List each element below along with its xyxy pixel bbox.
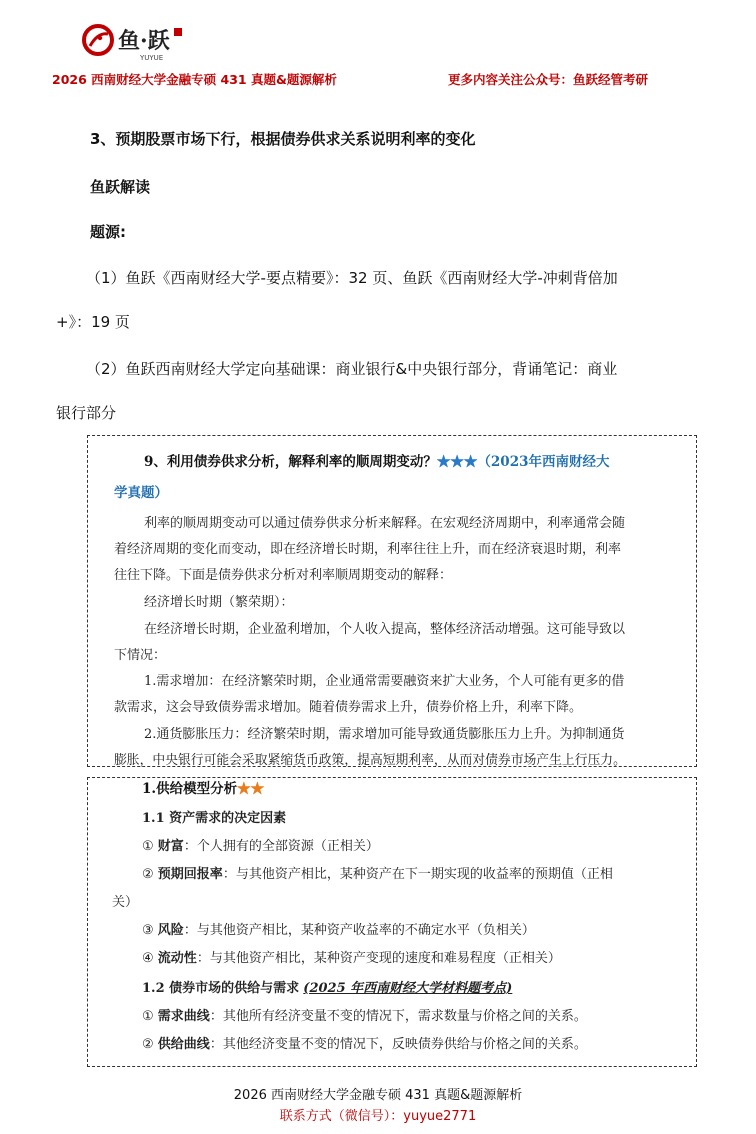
box2-item <box>142 863 613 882</box>
interpret-heading: 鱼跃解读 <box>90 178 151 196</box>
item-term: 流动性 <box>157 951 197 966</box>
box2-subheading-2: 1.2 债券市场的供给与需求 <box>142 981 300 996</box>
item-term: 需求曲线 <box>157 1009 210 1024</box>
item-text: ：其他经济变量不变的情况下，反映债券供给与价格之间的关系。 <box>209 1037 587 1052</box>
box2-item <box>142 947 561 966</box>
item-term: 供给曲线 <box>157 1037 210 1052</box>
box2-item <box>142 1033 587 1052</box>
box1-line: 经济增长时期（繁荣期）： <box>144 595 294 610</box>
header-right-title: 更多内容关注公众号：鱼跃经管考研 <box>448 72 649 87</box>
box1-line: 利率的顺周期变动可以通过债券供求分析来解释。在宏观经济周期中，利率通常会随 <box>144 516 626 531</box>
footer-contact: 联系方式（微信号）：yuyue2771 <box>279 1109 477 1124</box>
box2-heading-line <box>142 777 264 797</box>
box1-title: 9、利用债券供求分析，解释利率的顺周期变动？ <box>144 454 437 470</box>
source-2-line-2: 银行部分 <box>56 404 117 422</box>
item-term: 预期回报率 <box>157 867 223 882</box>
box1-stars: ★★★ <box>436 454 478 470</box>
box2-item <box>142 835 379 854</box>
logo-subtext: YUYUE <box>140 54 164 62</box>
box2-stars: ★★ <box>237 781 265 797</box>
item-text: ：其他所有经济变量不变的情况下，需求数量与价格之间的关系。 <box>209 1009 587 1024</box>
box1-line: 1.需求增加：在经济繁荣时期，企业通常需要融资来扩大业务，个人可能有更多的借 <box>144 674 625 689</box>
item-text: ：与其他资产相比，某种资产在下一期实现的收益率的预期值（正相 <box>222 867 613 882</box>
box2-item-continuation: 关） <box>112 895 139 910</box>
box2-subheading-1: 1.1 资产需求的决定因素 <box>142 811 287 826</box>
box1-title-line <box>144 450 609 470</box>
box1-line: 着经济周期的变化而变动，即在经济增长时期，利率往往上升，而在经济衰退时期，利率 <box>114 542 622 557</box>
item-number: ② <box>142 867 154 882</box>
box2-item <box>142 919 535 938</box>
item-number: ③ <box>142 923 154 938</box>
item-text: ：与其他资产相比，某种资产变现的速度和难易程度（正相关） <box>196 951 561 966</box>
box1-line: 款需求，这会导致债券需求增加。随着债券需求上升，债券价格上升，利率下降。 <box>114 700 583 715</box>
source-2-line-1: （2）鱼跃西南财经大学定向基础课：商业银行&中央银行部分，背诵笔记：商业 <box>86 360 618 378</box>
box1-line: 往往下降。下面是债券供求分析对利率顺周期变动的解释： <box>114 568 453 583</box>
source-heading: 题源: <box>90 223 126 241</box>
box1-line: 在经济增长时期，企业盈利增加，个人收入提高，整体经济活动增强。这可能导致以 <box>144 622 626 637</box>
item-text: ：个人拥有的全部资源（正相关） <box>183 839 379 854</box>
item-number: ① <box>142 1009 154 1024</box>
box1-line: 2.通货膨胀压力：经济繁荣时期，需求增加可能导致通货膨胀压力上升。为抑制通货 <box>144 727 625 742</box>
box2-subheading-2-tag: (2025 年西南财经大学材料题考点) <box>303 981 513 996</box>
brand-logo <box>80 20 190 64</box>
item-term: 风险 <box>157 923 184 938</box>
question-title: 3、预期股票市场下行，根据债券供求关系说明利率的变化 <box>90 130 476 148</box>
item-number: ① <box>142 839 154 854</box>
logo-icon <box>80 20 190 64</box>
source-1-line-2: +》：19 页 <box>56 313 130 331</box>
box2-item <box>142 1005 587 1024</box>
box1-line: 膨胀，中央银行可能会采取紧缩货币政策，提高短期利率，从而对债券市场产生上行压力。 <box>114 753 626 768</box>
footer-title: 2026 西南财经大学金融专硕 431 真题&题源解析 <box>233 1088 523 1103</box>
box1-tag-1: （2023年西南财经大 <box>477 454 610 470</box>
header-left-title: 2026 西南财经大学金融专硕 431 真题&题源解析 <box>52 72 337 87</box>
item-number: ④ <box>142 951 154 966</box>
item-number: ② <box>142 1037 154 1052</box>
box1-line: 下情况： <box>114 648 167 663</box>
item-term: 财富 <box>157 839 184 854</box>
source-1-line-1: （1）鱼跃《西南财经大学-要点精要》：32 页、鱼跃《西南财经大学-冲刺背倍加 <box>86 269 618 287</box>
item-text: ：与其他资产相比，某种资产收益率的不确定水平（负相关） <box>183 923 535 938</box>
box2-heading: 1.供给模型分析 <box>142 781 238 797</box>
box1-tag-2: 学真题） <box>114 485 168 501</box>
box2-subheading-2-line <box>142 977 512 996</box>
logo-text: 鱼·跃 <box>118 28 170 54</box>
